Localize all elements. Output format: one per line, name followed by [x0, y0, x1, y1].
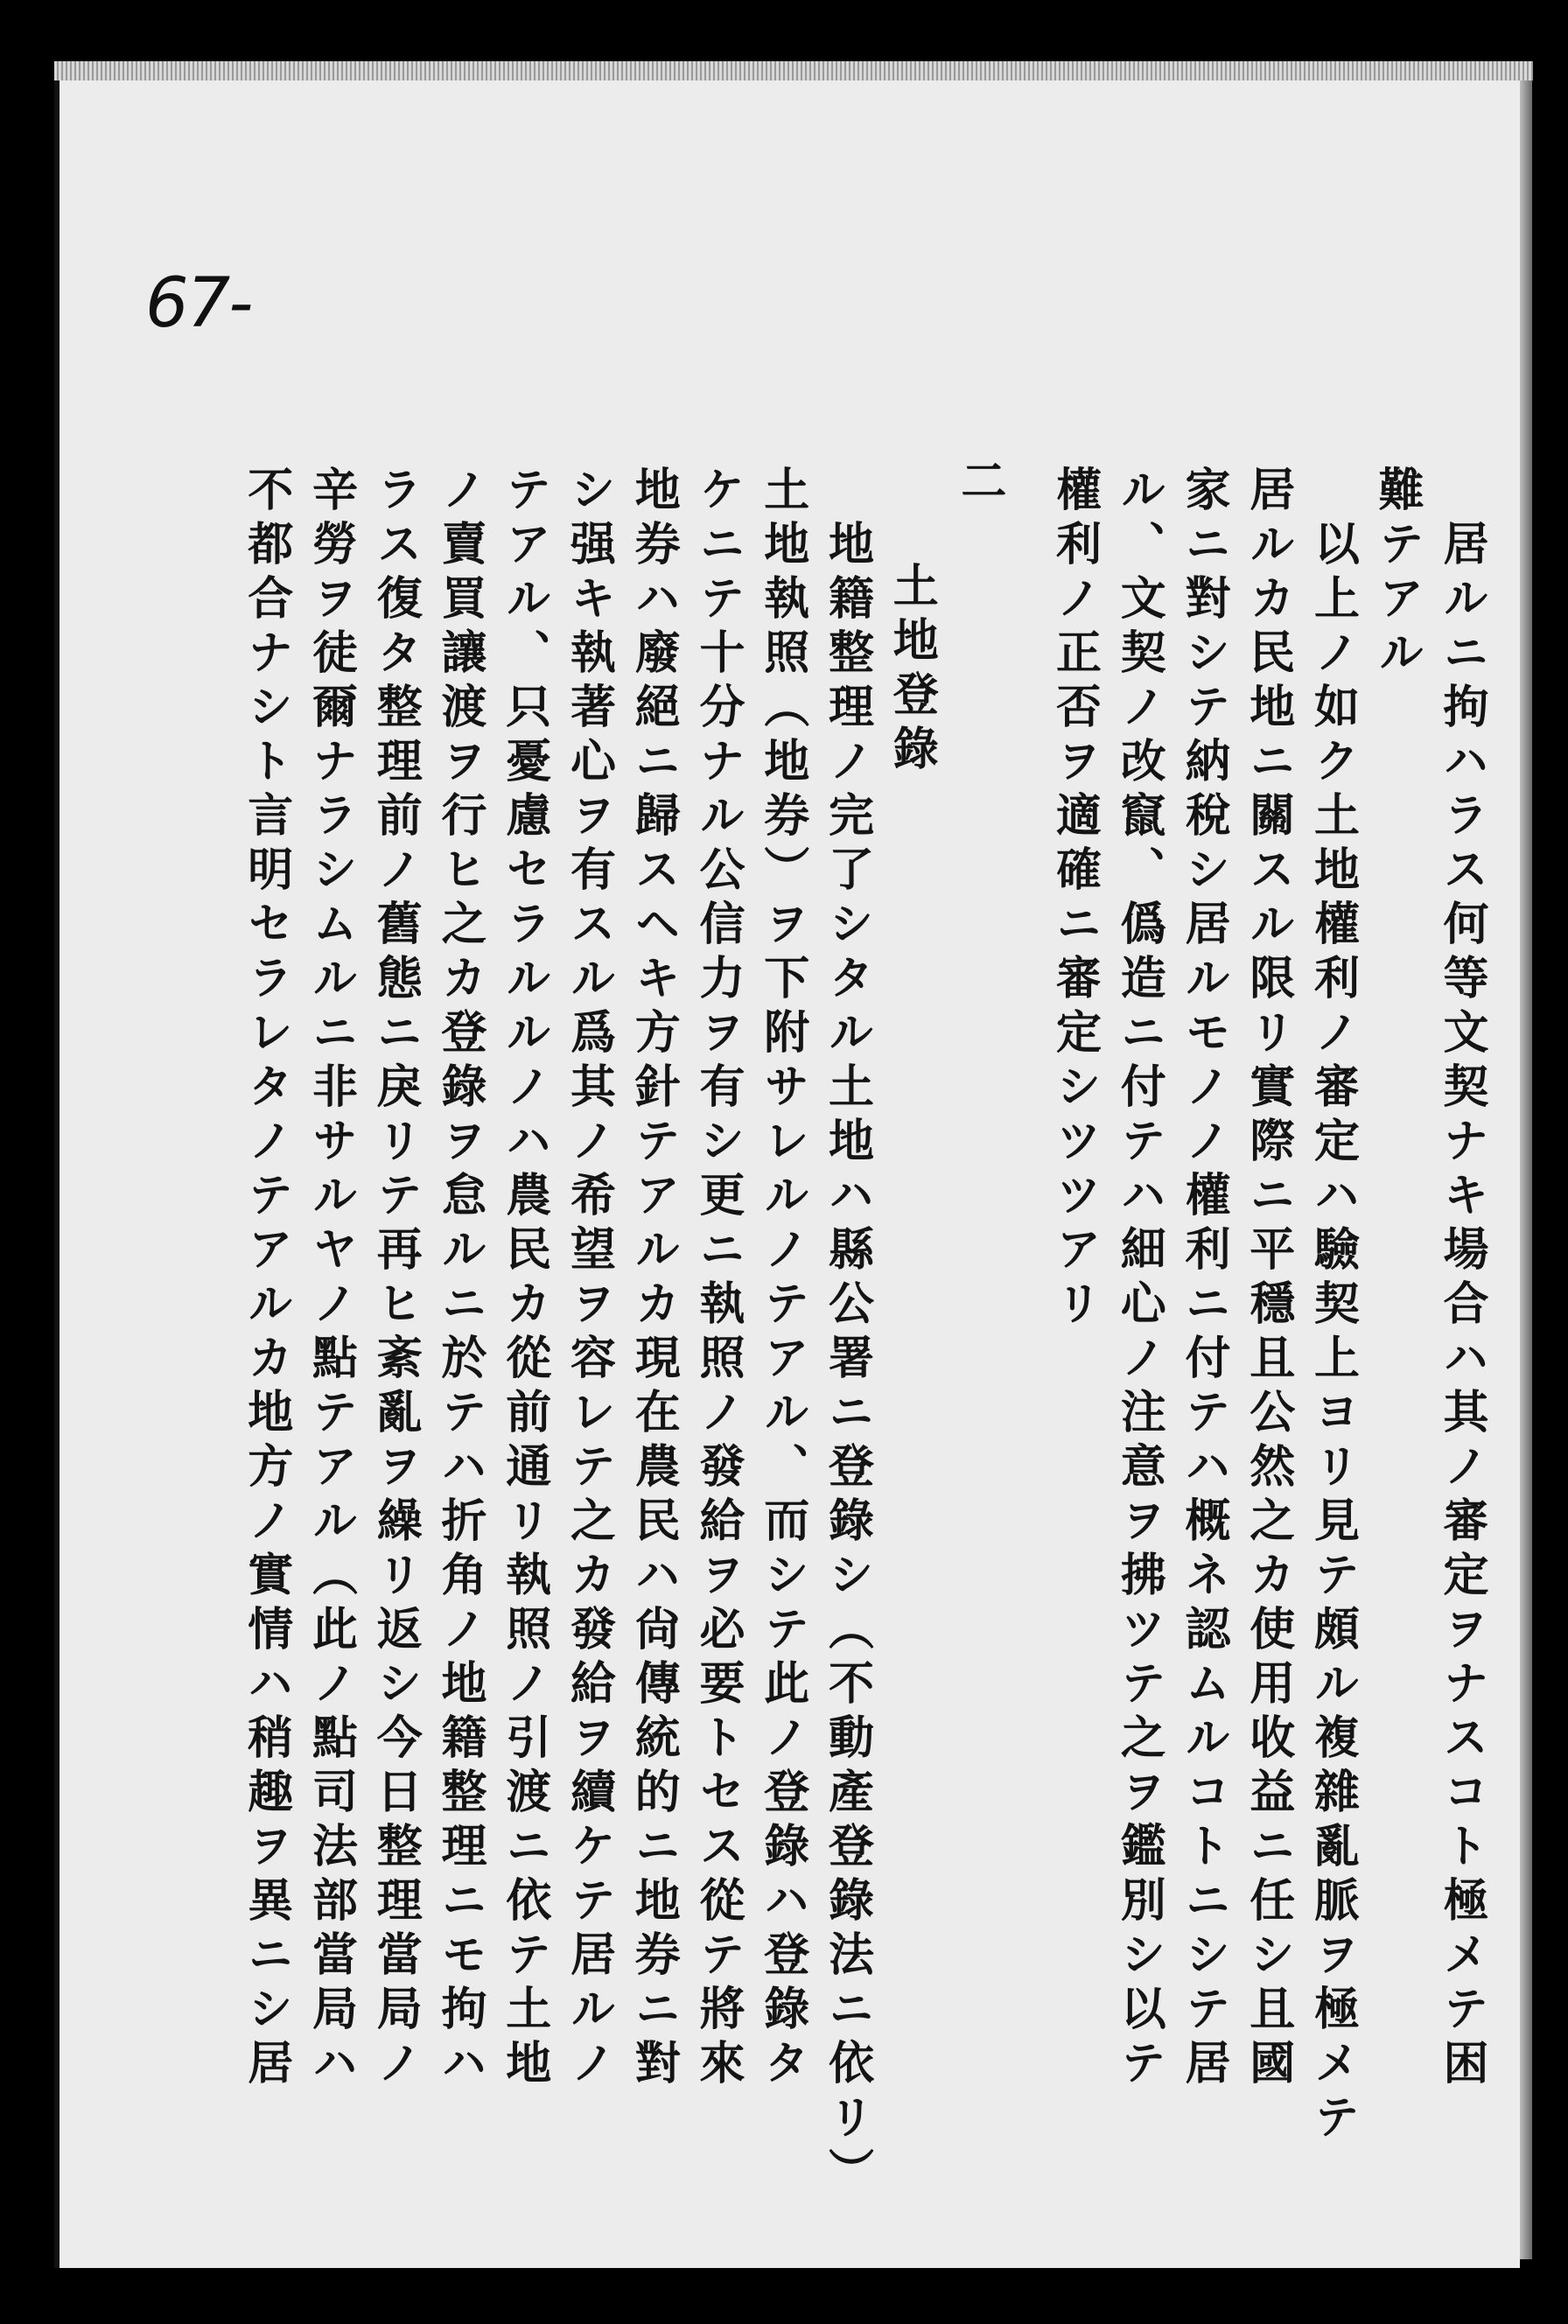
text-column: 地籍整理ノ完了シタル土地ハ縣公署ニ登錄シ（不動產登錄法ニ依リ）: [820, 520, 874, 2202]
handwritten-page-number: 67-: [145, 264, 252, 343]
text-column: ケニテ十分ナル公信力ヲ有シ更ニ執照ノ發給ヲ必要トセス從テ將來: [690, 466, 745, 2093]
text-column: ル、文契ノ改竄、僞造ニ付テハ細心ノ注意ヲ拂ツテ之ヲ鑑別シ以テ: [1112, 466, 1166, 2093]
page-right-edge: [1520, 80, 1532, 2259]
section-heading: 土地登錄: [885, 562, 939, 779]
text-column: 權利ノ正否ヲ適確ニ審定シツツアリ: [1047, 466, 1102, 1334]
column-spacer: [1012, 466, 1043, 2268]
section-number: 二: [952, 457, 1006, 511]
text-column: テアル、只憂慮セラルルノハ農民カ從前通リ執照ノ引渡ニ依テ土地: [497, 466, 551, 2093]
text-column: 難テアル: [1370, 466, 1424, 682]
text-column: 辛勞ヲ徒爾ナラシムルニ非サルヤノ點テアル（此ノ點司法部當局ハ: [304, 466, 358, 2093]
text-column: 不都合ナシト言明セラレタノテアルカ地方ノ實情ハ稍趣ヲ異ニシ居: [239, 466, 293, 2093]
vertical-text-block: [234, 457, 1494, 2268]
text-column: ラス復タ整理前ノ舊態ニ戾リテ再ヒ紊亂ヲ繰リ返シ今日整理當局ノ: [368, 466, 423, 2093]
text-column: 土地執照（地券）ヲ下附サレルノテアル、而シテ此ノ登錄ハ登錄タ: [755, 466, 809, 2093]
document-page: [54, 80, 1520, 2268]
text-column: 地券ハ廢絕ニ歸スヘキ方針テアルカ現在農民ハ尙傳統的ニ地券ニ對: [626, 466, 681, 2093]
page-top-edge: [54, 61, 1533, 80]
text-column: 以上ノ如ク土地權利ノ審定ハ驗契上ヨリ見テ頗ル複雜亂脈ヲ極メテ: [1306, 520, 1360, 2147]
text-column: 居ルニ拘ハラス何等文契ナキ場合ハ其ノ審定ヲナスコト極メテ困: [1435, 520, 1488, 2093]
text-column: 居ルカ民地ニ關スル限リ實際ニ平穩且公然之カ使用收益ニ任シ且國: [1241, 466, 1295, 2093]
text-column: 家ニ對シテ納稅シ居ルモノノ權利ニ付テハ概ネ認ムルコトニシテ居: [1177, 466, 1230, 2093]
text-column: ノ賣買讓渡ヲ行ヒ之カ登錄ヲ怠ルニ於テハ折角ノ地籍整理ニモ拘ハ: [432, 466, 486, 2093]
text-column: シ强キ執著心ヲ有スル爲其ノ希望ヲ容レテ之カ發給ヲ續ケテ居ルノ: [562, 466, 616, 2093]
